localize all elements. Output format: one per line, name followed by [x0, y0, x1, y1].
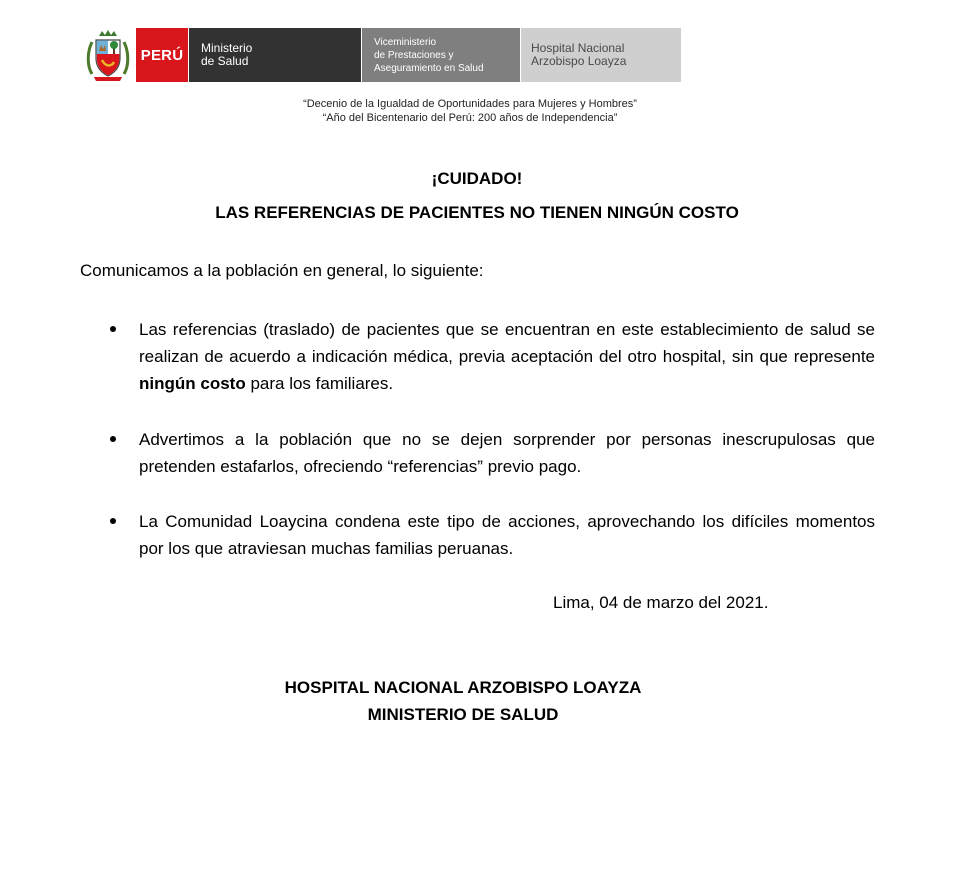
bullet-dot-icon	[110, 326, 116, 332]
notice-headline: LAS REFERENCIAS DE PACIENTES NO TIENEN NINGÚN COSTO	[215, 203, 739, 222]
date-line: Lima, 04 de marzo del 2021.	[553, 593, 769, 612]
viceministry-line-1: Viceministerio	[374, 36, 437, 48]
viceministry-line-2: de Prestaciones y	[374, 49, 454, 61]
decenio-block	[0, 97, 940, 125]
peru-label: PERÚ	[136, 28, 188, 82]
bullet-dot-icon	[110, 518, 116, 524]
intro-text: Comunicamos a la población en general, lo siguiente:	[80, 261, 484, 280]
ministry-label	[188, 28, 361, 82]
hospital-line-1: Hospital Nacional	[531, 41, 625, 55]
decenio-line-1: “Decenio de la Igualdad de Oportunidades para Mujeres y Hombres”	[303, 98, 637, 110]
bullet-text-3: La Comunidad Loaycina condena este tipo de acciones, aprovechando los difíciles momentos por los que atraviesan muchas familias peruanas.	[139, 512, 875, 558]
hospital-line-2: Arzobispo Loayza	[531, 54, 627, 68]
bullet-1-text-start: Las referencias (traslado) de pacientes que se encuentran en este establecimiento de salud se realizan de acuerdo a indicación médica, previa aceptación del otro hospital, sin que represente	[139, 320, 875, 366]
bullet-dot-icon	[110, 436, 116, 442]
signature-block	[0, 674, 926, 728]
warning-title: ¡CUIDADO!	[431, 169, 523, 188]
hospital-label	[520, 28, 681, 82]
signature-line-2: MINISTERIO DE SALUD	[367, 705, 559, 724]
ministry-line-2: de Salud	[201, 54, 249, 68]
decenio-line-2: “Año del Bicentenario del Perú: 200 años de Independencia”	[322, 112, 618, 124]
ministry-line-1: Ministerio	[201, 41, 253, 55]
viceministry-label	[361, 28, 520, 82]
bullet-1-bold-text: ningún costo	[139, 374, 246, 393]
viceministry-line-3: Aseguramiento en Salud	[374, 62, 484, 74]
bullet-1-text-end: para los familiares.	[245, 374, 394, 393]
institutional-header	[86, 28, 681, 82]
peru-coat-of-arms-icon	[86, 28, 130, 82]
bullet-text-2: Advertimos a la población que no se dejen sorprender por personas inescrupulosas que pretenden estafarlos, ofreciendo “referencias” previo pago.	[139, 430, 875, 476]
bullet-text-1	[139, 316, 875, 397]
signature-line-1: HOSPITAL NACIONAL ARZOBISPO LOAYZA	[284, 678, 642, 697]
